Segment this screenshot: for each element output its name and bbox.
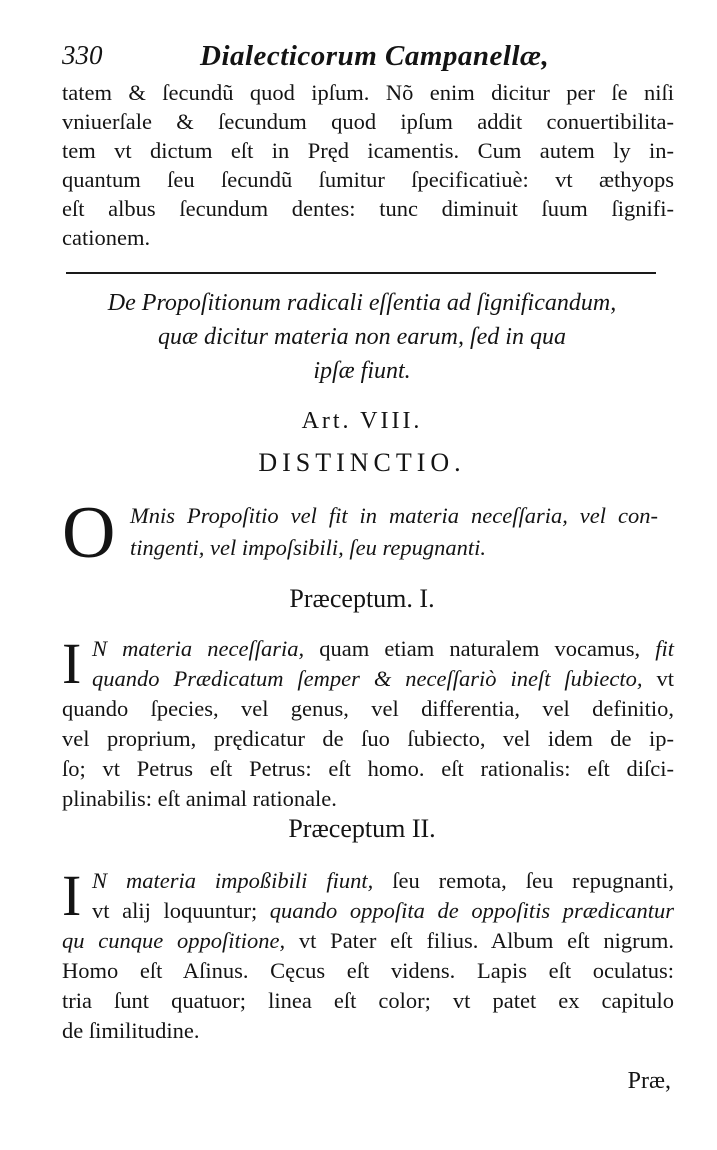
italic-phrase: N materia impoßibili fiunt, [92,868,374,893]
text-line: eſt albus ſecundum dentes: tunc diminuit ſuum ſignifi- [62,196,674,221]
praeceptum-2-text [62,863,675,1046]
distinctio-paragraph [62,492,662,574]
italic-phrase: fit [640,636,674,661]
section-title-line: ipſæ fiunt. [313,358,411,384]
text-line: tria ſunt quatuor; linea eſt color; vt patet ex capitulo [62,988,674,1013]
drop-initial: I [62,631,82,696]
text-line [62,634,674,664]
drop-initial: I [62,863,82,928]
text-line: Homo eſt Aſinus. Cęcus eſt videns. Lapis eſt oculatus: [62,958,674,983]
text-line: vniuerſale & ſecundum quod ipſum addit conuertibilita- [62,109,674,134]
text-line [62,896,674,926]
drop-initial: O [62,492,116,574]
praeceptum-2-paragraph [62,863,675,1043]
text-line: Mnis Propoſitio vel fit in materia neceſſaria, vel con- [130,503,658,528]
text-line: plinabilis: eſt animal rationale. [62,786,337,811]
praeceptum-1-heading: Præceptum. I. [289,584,435,613]
text-line: vel proprium, prędicatur de ſuo ſubiecto, vel idem de ip- [62,726,674,751]
text-line: quando ſpecies, vel genus, vel differentia, vel definitio, [62,696,674,721]
text-line: cationem. [62,225,151,250]
catchword: Præ, [627,1068,671,1094]
text-line [62,866,674,896]
section-title-line: quæ dicitur materia non earum, ſed in qua [158,324,566,350]
italic-phrase: quando oppoſita de oppoſitis prædicantur [257,898,674,923]
article-heading: Art. VIII. [301,408,423,434]
text-line [62,926,674,956]
roman-phrase: vt [642,666,674,691]
roman-phrase: ſeu remota, ſeu repugnanti, [373,868,674,893]
page-number: 330 [62,40,103,70]
roman-phrase: vt Pater eſt filius. Album eſt nigrum. [285,928,675,953]
roman-phrase: quam etiam naturalem vocamus, [304,636,641,661]
praeceptum-1-text [62,631,674,814]
text-line: tatem & ſecundũ quod ipſum. Nõ enim dicitur per ſe niſi [62,80,674,105]
distinctio-text [130,500,658,564]
section-title-line: De Propoſitionum radicali eſſentia ad ſignificandum, [107,290,617,316]
section-divider-rule [66,272,656,274]
section-title [62,286,662,388]
text-line: de ſimilitudine. [62,1018,200,1043]
text-line: ſo; vt Petrus eſt Petrus: eſt homo. eſt rationalis: eſt diſci- [62,756,674,781]
page-header [62,40,677,80]
text-line: tingenti, vel impoſsibili, ſeu repugnanti. [130,535,487,560]
text-line [62,664,674,694]
italic-phrase: qu cunque oppoſitione, [62,928,286,953]
text-line: tem vt dictum eſt in Pręd icamentis. Cum autem ly in- [62,138,674,163]
top-paragraph [62,78,674,252]
text-line: quantum ſeu ſecundũ ſumitur ſpecificatiuè: vt æthyops [62,167,674,192]
distinctio-heading: DISTINCTIO. [258,448,466,477]
italic-phrase: N materia neceſſaria, [92,636,305,661]
praeceptum-2-heading: Præceptum II. [288,814,436,843]
praeceptum-1-paragraph [62,631,674,811]
roman-phrase: vt alij loquuntur; [92,898,258,923]
italic-phrase: quando Prædicatum ſemper & neceſſariò ineſt ſubiecto, [92,666,643,691]
running-head: Dialecticorum Campanellæ, [200,40,550,72]
